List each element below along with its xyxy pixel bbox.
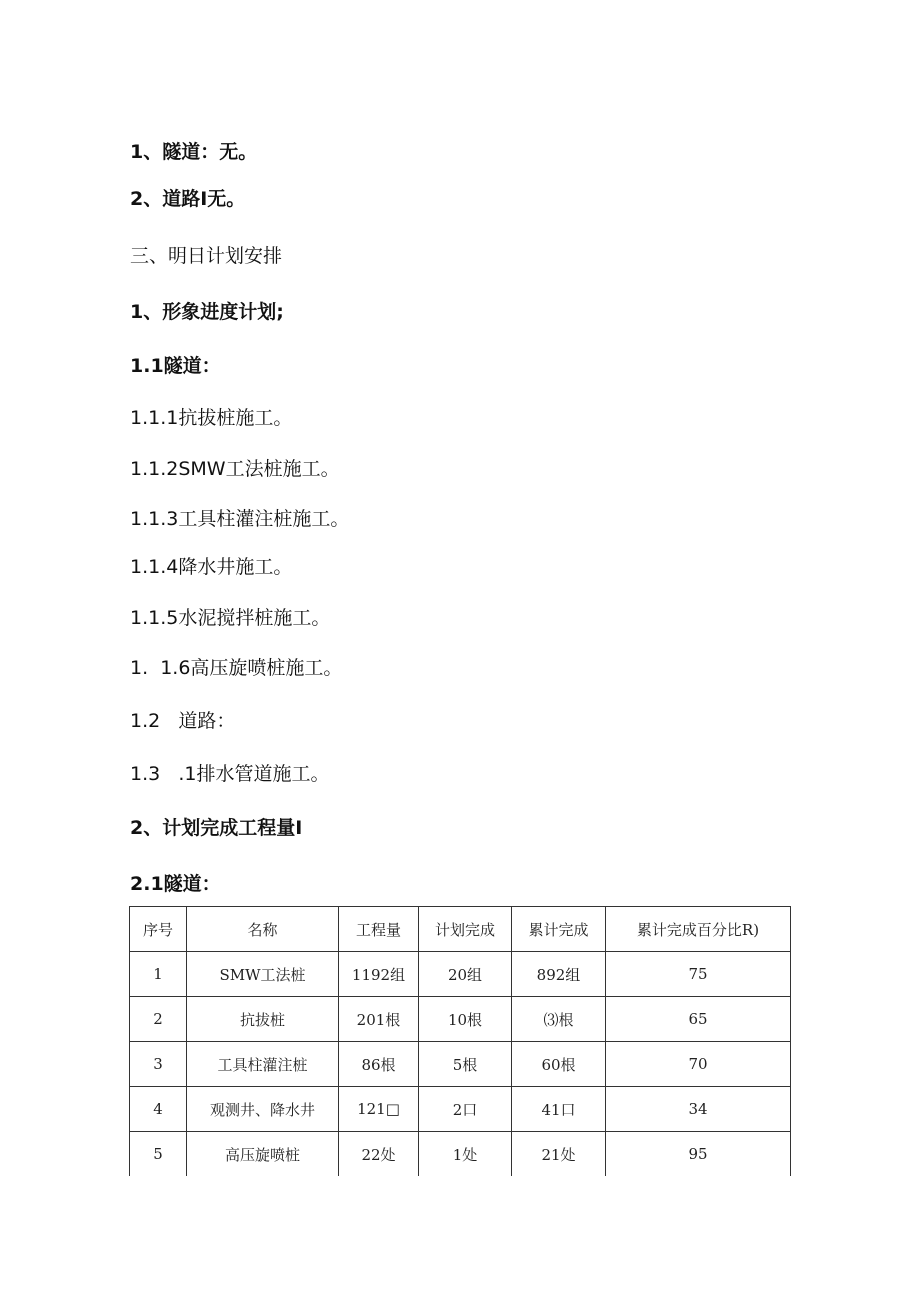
table-cell: 60根 [512,1042,606,1087]
table-cell: 86根 [339,1042,419,1087]
table-header-row [130,907,791,952]
item-1-1-5: 1.1.5水泥搅拌桩施工。 [130,607,331,629]
heading-road: 1.2 道路： [130,710,236,732]
table-cell: 3 [130,1042,187,1087]
table-cell: 892组 [512,952,606,997]
item-1-1-1: 1.1.1抗拔桩施工。 [130,407,293,429]
table-cell: 70 [606,1042,791,1087]
table-cell: 75 [606,952,791,997]
table-cell: 21处 [512,1132,606,1177]
item-1-1-2: 1.1.2SMW工法桩施工。 [130,458,340,480]
table-row [130,952,791,997]
table-cell: 41口 [512,1087,606,1132]
table-row [130,1042,791,1087]
table-cell: 观测井、降水井 [187,1087,339,1132]
table-cell: 20组 [419,952,512,997]
table-cell: 5 [130,1132,187,1177]
table-header-cell: 计划完成 [419,907,512,952]
text-line-tunnel-none: 1、隧道：无。 [130,141,258,163]
table-row [130,997,791,1042]
table-cell: 65 [606,997,791,1042]
table-cell: 95 [606,1132,791,1177]
quantity-table [129,906,791,1176]
table-cell: 10根 [419,997,512,1042]
item-1-1-6: 1. 1.6高压旋喷桩施工。 [130,657,343,679]
table-cell: 1 [130,952,187,997]
table-cell: 2口 [419,1087,512,1132]
table-cell: 1处 [419,1132,512,1177]
heading-tunnel-quantity: 2.1隧道： [130,873,221,895]
table-row [130,1087,791,1132]
item-1-1-3: 1.1.3工具柱灌注桩施工。 [130,508,350,530]
heading-progress-plan: 1、形象进度计划; [130,301,284,323]
item-drainage-pipe: 1.3 .1排水管道施工。 [130,763,330,785]
heading-planned-quantity: 2、计划完成工程量I [130,817,303,839]
item-1-1-4: 1.1.4降水井施工。 [130,556,293,578]
heading-tunnel: 1.1隧道： [130,355,221,377]
table-cell: 2 [130,997,187,1042]
table-cell: 121□ [339,1087,419,1132]
table-header-cell: 累计完成百分比R) [606,907,791,952]
table-cell: 1192组 [339,952,419,997]
table-cell: 高压旋喷桩 [187,1132,339,1177]
table-header-cell: 序号 [130,907,187,952]
table-header-cell: 累计完成 [512,907,606,952]
table-header-cell: 名称 [187,907,339,952]
table-cell: 22处 [339,1132,419,1177]
table-cell: 4 [130,1087,187,1132]
table-row [130,1132,791,1177]
table-cell: ⑶根 [512,997,606,1042]
table-cell: SMW工法桩 [187,952,339,997]
table-cell: 抗拔桩 [187,997,339,1042]
table-cell: 工具柱灌注桩 [187,1042,339,1087]
table-cell: 201根 [339,997,419,1042]
text-line-road-none: 2、道路I无。 [130,188,246,210]
table-cell: 34 [606,1087,791,1132]
table-header-cell: 工程量 [339,907,419,952]
table-cell: 5根 [419,1042,512,1087]
section-heading-tomorrow-plan: 三、明日计划安排 [130,245,283,267]
